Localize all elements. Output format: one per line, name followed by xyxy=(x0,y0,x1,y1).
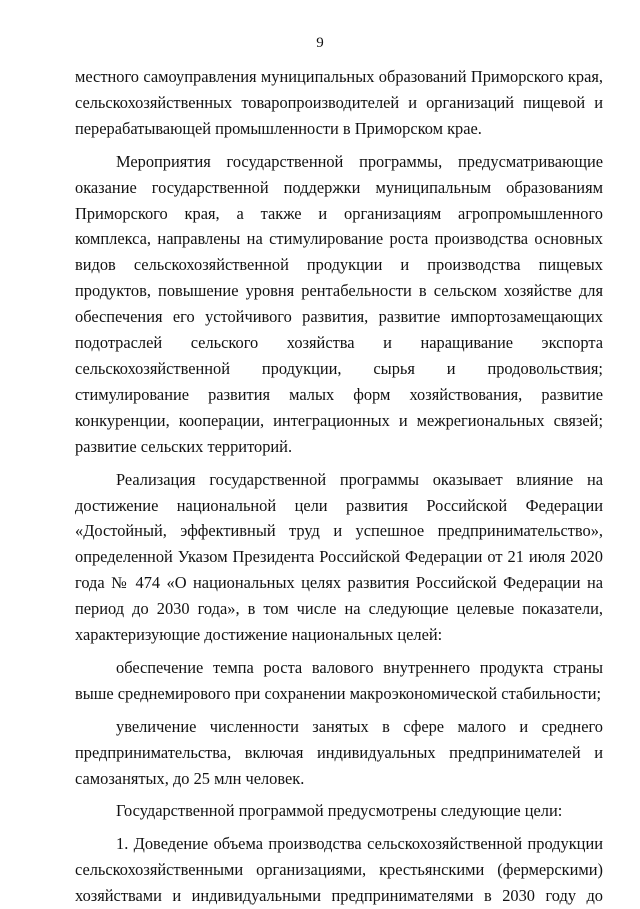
paragraph-3: Реализация государственной программы оказывает влияние на достижение национальной цели развития Российской Федерации «Достойный, эффективный труд и успешное предпринимательство», определенной Указом Президента Российской Федерации от 21 июля 2020 года № 474 «О национальных целях развития Российской Федерации на период до 2030 года», в том числе на следующие целевые показатели, характеризующие достижение национальных целей: xyxy=(75,469,603,645)
paragraph-1: местного самоуправления муниципальных образований Приморского края, сельскохозяйственных товаропроизводителей и организаций пищевой и перерабатывающей промышленности в Приморском крае. xyxy=(75,67,603,138)
paragraph-5: увеличение численности занятых в сфере малого и среднего предпринимательства, включая индивидуальных предпринимателей и самозанятых, до 25 млн человек. xyxy=(75,716,603,788)
page-number: 9 xyxy=(316,35,324,51)
paragraph-6: Государственной программой предусмотрены следующие цели: xyxy=(116,801,563,821)
paragraph-4: обеспечение темпа роста валового внутреннего продукта страны выше среднемирового при сохранении макроэкономической стабильности; xyxy=(75,657,603,703)
document-body xyxy=(75,64,603,909)
paragraph-2: Мероприятия государственной программы, предусматривающие оказание государственной поддержки муниципальным образованиям Приморского края, а также и организациям агропромышленного комплекса, направлены на стимулирование роста производства основных видов сельскохозяйственной продукции и производства пищевых продуктов, повышение уровня рентабельности в сельском хозяйстве для обеспечения его устойчивого развития, развитие импортозамещающих подотраслей сельского хозяйства и наращивание экспорта сельскохозяйственной продукции, сырья и продовольствия; стимулирование развития малых форм хозяйствования, развитие конкуренции, кооперации, интеграционных и межрегиональных связей; развитие сельских территорий. xyxy=(75,151,603,456)
paragraph-7: 1. Доведение объема производства сельскохозяйственной продукции сельскохозяйственными организациями, крестьянскими (фермерскими) хозяйствами и индивидуальными предпринимателями в 2030 году до xyxy=(75,834,603,906)
